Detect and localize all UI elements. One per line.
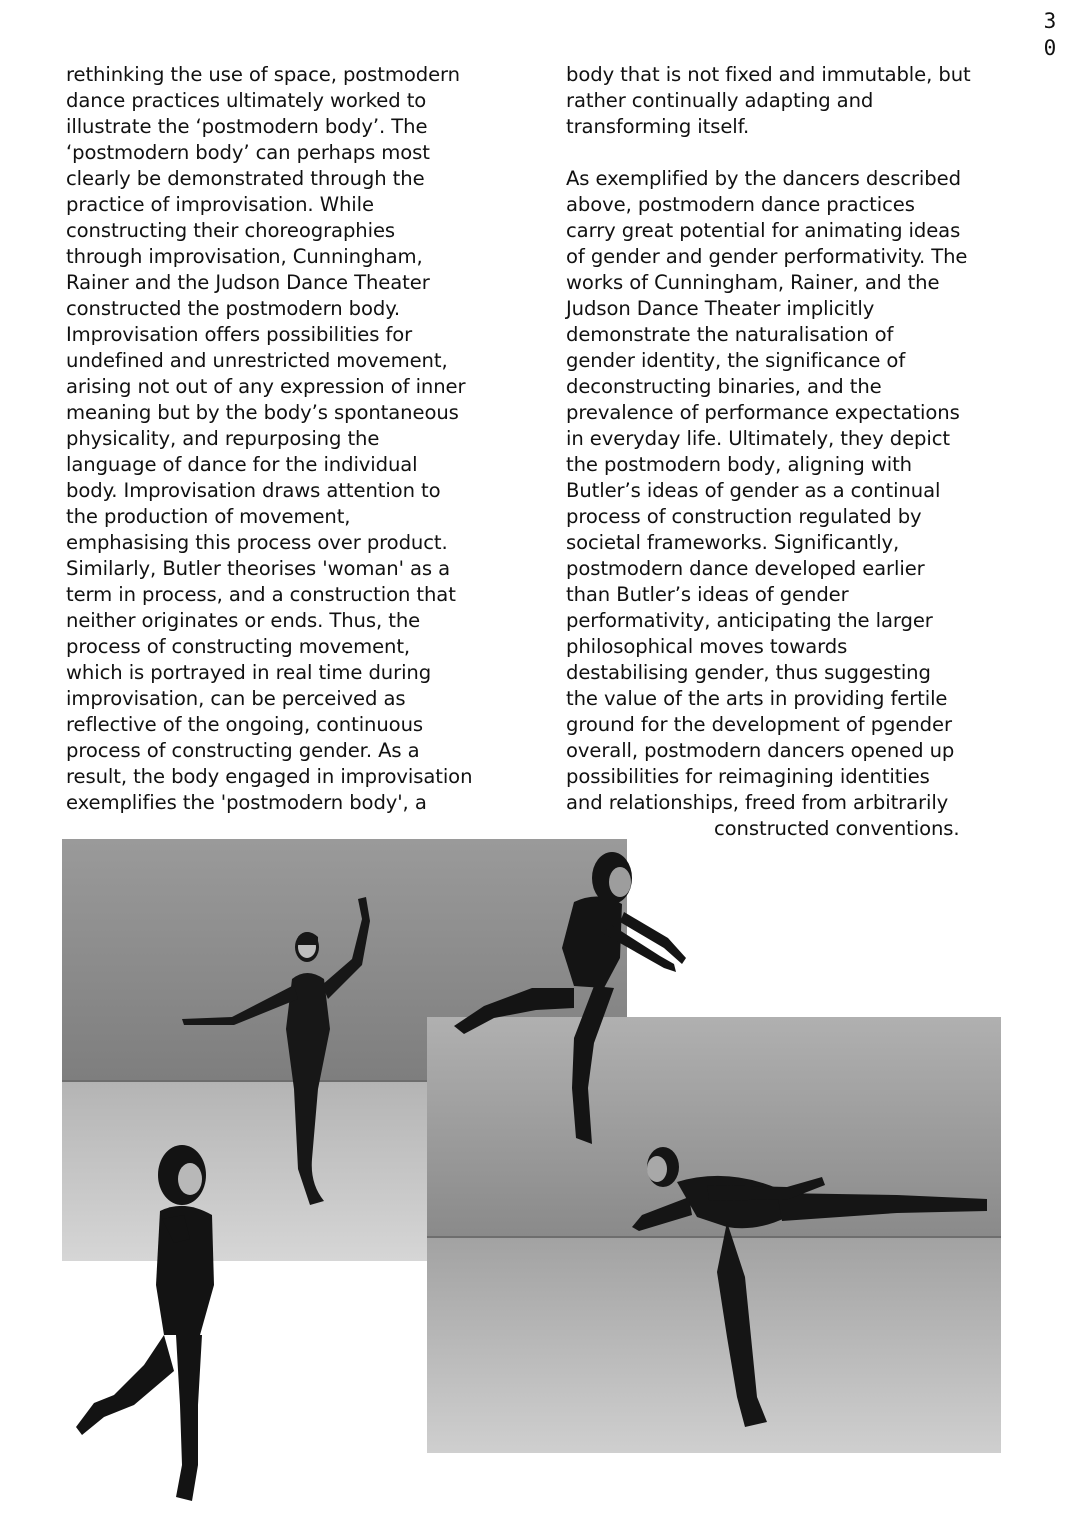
text-line: works of Cunningham, Rainer, and the bbox=[566, 271, 940, 294]
text-line: process of constructing movement, bbox=[66, 635, 411, 658]
text-line: through improvisation, Cunningham, bbox=[66, 245, 423, 268]
text-line: prevalence of performance expectations bbox=[566, 401, 960, 424]
text-line: process of construction regulated by bbox=[566, 505, 922, 528]
text-line: in everyday life. Ultimately, they depict bbox=[566, 427, 950, 450]
text-line: exemplifies the 'postmodern body', a bbox=[66, 791, 427, 814]
text-line: body. Improvisation draws attention to bbox=[66, 479, 441, 502]
text-line: constructing their choreographies bbox=[66, 219, 396, 242]
text-line: result, the body engaged in improvisation bbox=[66, 765, 473, 788]
text-line: deconstructing binaries, and the bbox=[566, 375, 882, 398]
text-line: societal frameworks. Significantly, bbox=[566, 531, 900, 554]
text-line: carry great potential for animating ideas bbox=[566, 219, 961, 242]
text-line: improvisation, can be perceived as bbox=[66, 687, 406, 710]
text-line: possibilities for reimagining identities bbox=[566, 765, 930, 788]
text-line: language of dance for the individual bbox=[66, 453, 418, 476]
text-line: philosophical moves towards bbox=[566, 635, 848, 658]
text-line: body that is not fixed and immutable, but bbox=[566, 63, 971, 86]
text-line: neither originates or ends. Thus, the bbox=[66, 609, 421, 632]
paragraph-gap bbox=[566, 140, 1006, 166]
text-line: performativity, anticipating the larger bbox=[566, 609, 933, 632]
text-line: above, postmodern dance practices bbox=[566, 193, 915, 216]
text-line: Similarly, Butler theorises 'woman' as a bbox=[66, 557, 451, 580]
text-line: rethinking the use of space, postmodern bbox=[66, 63, 460, 86]
left-text-column bbox=[66, 62, 516, 816]
text-line: illustrate the ‘postmodern body’. The bbox=[66, 115, 428, 138]
page-number-digit: 0 bbox=[1043, 36, 1057, 60]
text-line: reflective of the ongoing, continuous bbox=[66, 713, 423, 736]
text-line-final: constructed conventions. bbox=[714, 817, 960, 840]
text-line: which is portrayed in real time during bbox=[66, 661, 432, 684]
text-line: As exemplified by the dancers described bbox=[566, 167, 961, 190]
text-line: arising not out of any expression of inner bbox=[66, 375, 466, 398]
text-line: constructed the postmodern body. bbox=[66, 297, 401, 320]
text-line: destabilising gender, thus suggesting bbox=[566, 661, 931, 684]
text-line: meaning but by the body’s spontaneous bbox=[66, 401, 459, 424]
text-line: rather continually adapting and bbox=[566, 89, 874, 112]
text-line: the value of the arts in providing fertile bbox=[566, 687, 948, 710]
text-line: ground for the development of pgender bbox=[566, 713, 952, 736]
text-line: practice of improvisation. While bbox=[66, 193, 374, 216]
text-line: emphasising this process over product. bbox=[66, 531, 448, 554]
text-line: gender identity, the significance of bbox=[566, 349, 906, 372]
text-line: overall, postmodern dancers opened up bbox=[566, 739, 955, 762]
text-line: the postmodern body, aligning with bbox=[566, 453, 912, 476]
text-line: Rainer and the Judson Dance Theater bbox=[66, 271, 430, 294]
text-line: ‘postmodern body’ can perhaps most bbox=[66, 141, 430, 164]
text-line: Improvisation offers possibilities for bbox=[66, 323, 413, 346]
right-text-column bbox=[566, 62, 1006, 842]
text-line: of gender and gender performativity. The bbox=[566, 245, 968, 268]
text-line: clearly be demonstrated through the bbox=[66, 167, 425, 190]
text-line: and relationships, freed from arbitrarily bbox=[566, 791, 949, 814]
text-line: undefined and unrestricted movement, bbox=[66, 349, 448, 372]
leaping-dancer-cutout bbox=[424, 838, 704, 1168]
text-line: Judson Dance Theater implicitly bbox=[566, 297, 875, 320]
text-line: transforming itself. bbox=[566, 115, 750, 138]
page-number bbox=[1039, 8, 1061, 62]
text-line: term in process, and a construction that bbox=[66, 583, 456, 606]
balancing-dancer-cutout bbox=[64, 1135, 254, 1505]
page-number-digit: 3 bbox=[1043, 9, 1057, 33]
text-line: demonstrate the naturalisation of bbox=[566, 323, 894, 346]
text-line: dance practices ultimately worked to bbox=[66, 89, 427, 112]
text-line: postmodern dance developed earlier bbox=[566, 557, 925, 580]
text-line: the production of movement, bbox=[66, 505, 351, 528]
text-line: process of constructing gender. As a bbox=[66, 739, 420, 762]
text-line: physicality, and repurposing the bbox=[66, 427, 380, 450]
text-line: than Butler’s ideas of gender bbox=[566, 583, 849, 606]
text-line: Butler’s ideas of gender as a continual bbox=[566, 479, 941, 502]
